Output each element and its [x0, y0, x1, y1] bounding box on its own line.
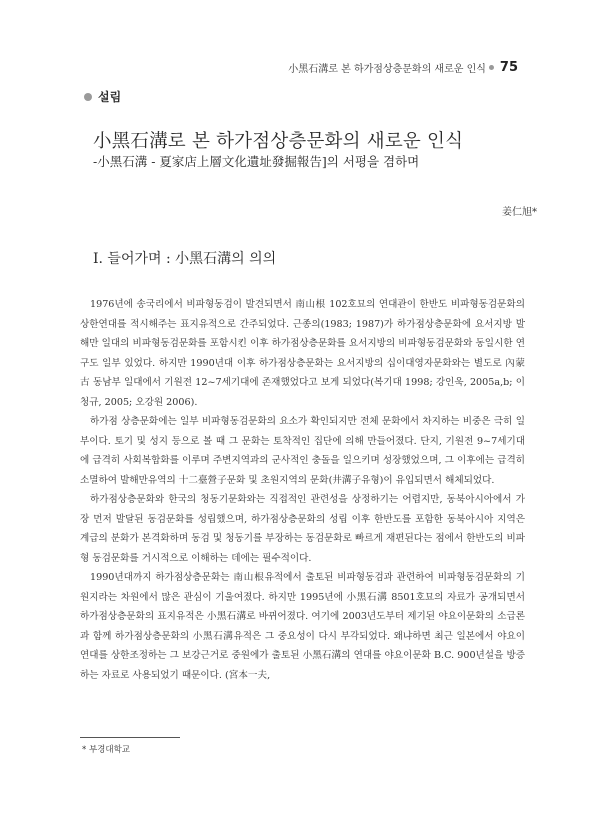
section-heading: I. 들어가며 : 小黑石溝의 의의: [93, 251, 277, 267]
bullet-icon: [84, 93, 92, 101]
section-label-text: 설림: [98, 90, 122, 104]
article-title: 小黑石溝로 본 하가점상층문화의 새로운 인식: [93, 131, 464, 152]
dot-icon: [489, 65, 494, 70]
running-header: [288, 60, 518, 75]
article-subtitle: -小黑石溝 - 夏家店上層文化遺址發掘報告]의 서평을 겸하며: [93, 154, 420, 169]
running-title: 小黑石溝로 본 하가점상층문화의 새로운 인식: [288, 64, 486, 75]
page-number: 75: [499, 60, 518, 75]
paragraph: 1976년에 송국리에서 비파형동검이 발견되면서 南山根 102호묘의 연대관이 한반도 비파형동검문화의 상한연대를 적시해주는 표지유적으로 간주되었다. 근종의(1983; 1987)가 하가점상층문화에 요서지방 발해만 일대의 비파형동검문화를 포함시킨 이후 하가점상층문화를 요서지방의 비파형동검문화와 동일시한 연구도 일부 있었다. 하지만 1990년대 이후 하가점상층문화는 요서지방의 십이대영자문화와는 별도로 內蒙古 동남부 일대에서 기원전 12~7세기대에 존재했었다고 보게 되었다(복기대 1998; 강인욱, 2005a,b; 이청규, 2005; 오강원 2006).: [80, 299, 525, 408]
footnote-divider: [80, 737, 180, 738]
section-label: [84, 88, 121, 105]
footnote: * 부경대학교: [82, 745, 131, 755]
body-text: [80, 295, 525, 685]
article-author: 姜仁旭*: [502, 207, 537, 218]
paragraph: 1990년대까지 하가점상층문화는 南山根유적에서 출토된 비파형동검과 관련하여 비파형동검문화의 기원지라는 차원에서 많은 관심이 기울여졌다. 하지만 1995년에 小黑石溝 8501호묘의 자료가 공개되면서 하가점상층문화의 표지유적은 小黑石溝로 바뀌어졌다. 여기에 2003년도부터 제기된 야요이문화의 소급론과 함께 하가점상층문화의 小黑石溝유적은 그 중요성이 다시 부각되었다. 왜냐하면 최근 일본에서 야요이연대를 상한조정하는 그 보강근거로 중원에가 출토된 小黑石溝의 연대를 야요이문화 B.C. 900년설을 방증하는 자료로 사용되었기 때문이다. (宮本一夫,: [80, 572, 525, 681]
paragraph: 하가점 상층문화에는 일부 비파형동검문화의 요소가 확인되지만 전체 문화에서 차지하는 비중은 극히 일부이다. 토기 및 성지 등으로 볼 때 그 문화는 토착적인 집단에 의해 만들어졌다. 단지, 기원전 9~7세기대에 급격히 사회복합화를 이루며 주변지역과의 군사적인 충돌을 일으키며 성장했었으며, 그 이후에는 급격히 소멸하여 발해만유역의 十二臺營子문화 및 초원지역의 문화(井溝子유형)이 유입되면서 해체되었다.: [80, 416, 525, 486]
paragraph: 하가점상층문화와 한국의 청동기문화와는 직접적인 관련성을 상정하기는 어렵지만, 동북아시아에서 가장 먼저 발달된 동검문화를 성립했으며, 하가점상층문화의 성립 이후 한반도를 포함한 동북아시아 지역은 계급의 분화가 본격화하며 동검 및 청동기를 부장하는 동검문화로 빠르게 재편된다는 점에서 한반도의 비파형 동검문화를 거시적으로 이해하는 데에는 필수적이다.: [80, 494, 525, 564]
